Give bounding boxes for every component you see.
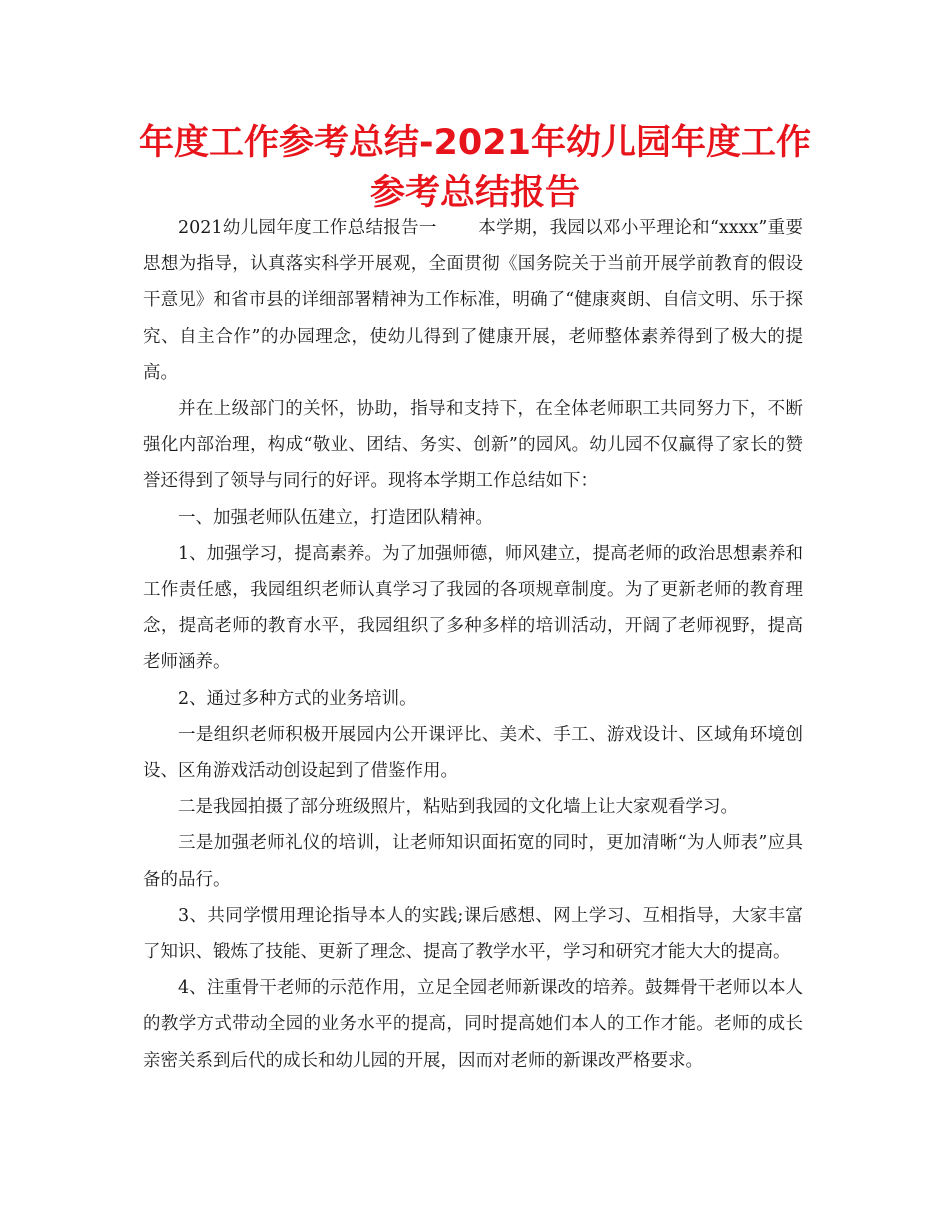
paragraph: 并在上级部门的关怀，协助，指导和支持下，在全体老师职工共同努力下，不断强化内部治理，构成“敬业、团结、务实、创新”的园风。幼儿园不仅赢得了家长的赞誉还得到了领导与同行的好评。现将本学期工作总结如下： — [143, 399, 803, 492]
document-body — [143, 210, 803, 1079]
paragraph: 4、注重骨干老师的示范作用，立足全园老师新课改的培养。鼓舞骨干老师以本人的教学方式带动全园的业务水平的提高，同时提高她们本人的工作才能。老师的成长亲密关系到后代的成长和幼儿园的开展，因而对老师的新课改严格要求。 — [143, 978, 803, 1071]
paragraph: 2021幼儿园年度工作总结报告一 本学期，我园以邓小平理论和“xxxx”重要思想为指导，认真落实科学开展观，全面贯彻《国务院关于当前开展学前教育的假设干意见》和省市县的详细部署精神为工作标准，明确了“健康爽朗、自信文明、乐于探究、自主合作”的办园理念，使幼儿得到了健康开展，老师整体素养得到了极大的提高。 — [143, 218, 803, 383]
document-title: 年度工作参考总结-2021年幼儿园年度工作参考总结报告 — [139, 123, 811, 213]
paragraph: 一、加强老师队伍建立，打造团队精神。 — [178, 507, 493, 528]
paragraph: 1、加强学习，提高素养。为了加强师德，师风建立，提高老师的政治思想素养和工作责任感，我园组织老师认真学习了我园的各项规章制度。为了更新老师的教育理念，提高老师的教育水平，我园组织了多种多样的培训活动，开阔了老师视野，提高老师涵养。 — [143, 543, 803, 673]
paragraph: 2、通过多种方式的业务培训。 — [178, 688, 417, 709]
paragraph: 二是我园拍摄了部分班级照片，粘贴到我园的文化墙上让大家观看学习。 — [178, 797, 738, 818]
paragraph: 一是组织老师积极开展园内公开课评比、美术、手工、游戏设计、区域角环境创设、区角游戏活动创设起到了借鉴作用。 — [143, 724, 803, 782]
paragraph: 三是加强老师礼仪的培训，让老师知识面拓宽的同时，更加清晰“为人师表”应具备的品行。 — [143, 833, 803, 890]
paragraph: 3、共同学惯用理论指导本人的实践;课后感想、网上学习、互相指导，大家丰富了知识、锻炼了技能、更新了理念、提高了教学水平，学习和研究才能大大的提高。 — [143, 905, 803, 963]
